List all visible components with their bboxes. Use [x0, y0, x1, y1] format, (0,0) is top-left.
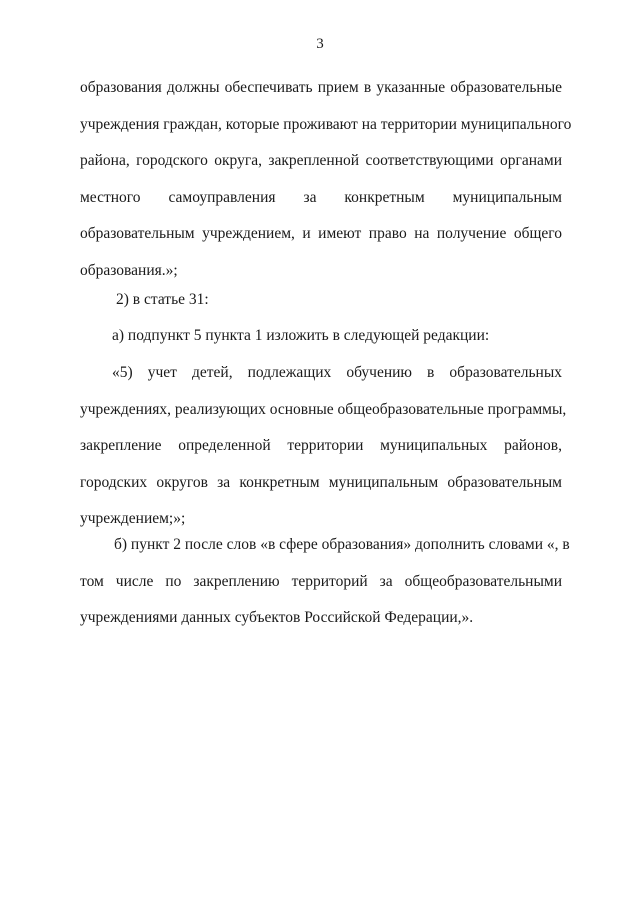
text-line: б) пункт 2 после слов «в сфере образования» дополнить словами «, в [114, 536, 570, 553]
text-line: учреждениями данных субъектов Российской Федерации,». [80, 609, 474, 626]
paragraph-article-31 [80, 282, 562, 319]
text-line: учреждениях, реализующих основные общеобразовательные программы, [80, 400, 567, 418]
page-number: 3 [316, 36, 324, 52]
paragraph-continuation [80, 70, 572, 289]
text-line: района, городского округа, закрепленной соответствующими органами [80, 152, 562, 169]
text-line: образования.»; [80, 261, 178, 279]
text-line: «5) учет детей, подлежащих обучению в образовательных [112, 364, 562, 381]
paragraph-quoted-item-5 [80, 355, 567, 538]
paragraph-subitem-a [80, 318, 562, 355]
paragraph-subitem-b [80, 527, 570, 637]
text-line: городских округов за конкретным муниципальным образовательным [80, 473, 562, 491]
text-line: 2) в статье 31: [116, 291, 209, 308]
text-line: учреждения граждан, которые проживают на территории муниципального [80, 115, 572, 133]
text-line: учреждением;»; [80, 510, 186, 527]
text-line: образовательным учреждением, и имеют право на получение общего [80, 225, 562, 242]
text-line: том числе по закреплению территорий за общеобразовательными [80, 572, 562, 590]
text-line: местного самоуправления за конкретным муниципальным [80, 188, 562, 206]
text-line: образования должны обеспечивать прием в указанные образовательные [80, 79, 562, 96]
text-line: а) подпункт 5 пункта 1 изложить в следующей редакции: [112, 327, 490, 344]
text-line: закрепление определенной территории муниципальных районов, [80, 437, 562, 454]
